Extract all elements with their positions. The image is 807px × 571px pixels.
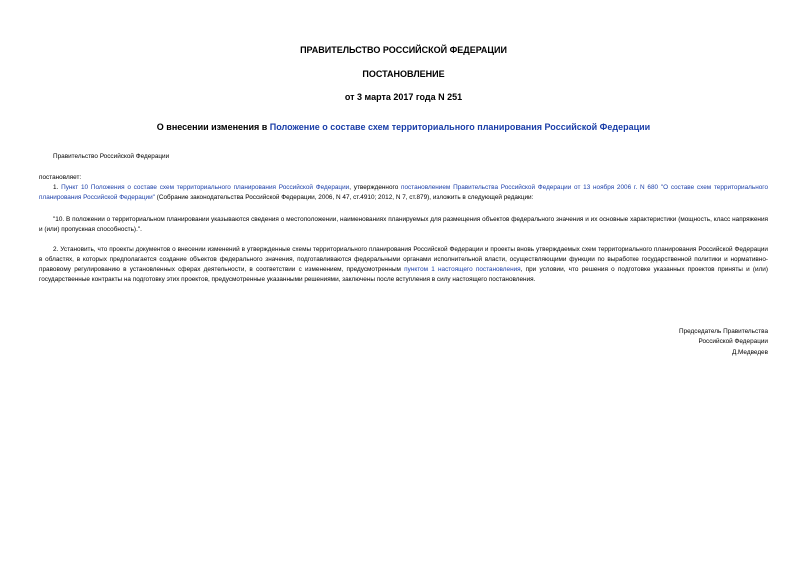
signature-org: Российской Федерации — [698, 338, 768, 345]
signature-name: Д.Медведев — [731, 349, 768, 356]
decides-line: постановляет: — [39, 174, 82, 181]
title-link[interactable]: Положение о составе схем территориального планирования Российской Федерации — [269, 122, 651, 132]
document-date-number: от 3 марта 2017 года N 251 — [344, 92, 463, 102]
title-prefix: О внесении изменения в — [156, 122, 270, 132]
item-2-text-b: , при условии, что решения о подготовке указанных проектов приняты и (или) государственные контракты на подготовку этих проектов, предусмотренные указанными решениями, заключены после вступления в силу настоящего постановления. — [39, 266, 769, 283]
signature-position: Председатель Правительства — [679, 328, 768, 335]
paragraph-item-2 — [39, 245, 768, 285]
item-1-text-a: , утвержденного — [349, 184, 402, 191]
quoted-new-wording: "10. В положении о территориальном планировании указываются сведения о местоположении, наименованиях планируемых для размещения объектов федерального значения и их основные характеристики (мощность, класс напряжения и (или) пропускная способность).". — [39, 216, 768, 233]
item-2-link-point-1[interactable]: пунктом 1 настоящего постановления — [404, 266, 521, 273]
document-type: ПОСТАНОВЛЕНИЕ — [362, 69, 445, 79]
paragraph-item-1 — [39, 183, 768, 203]
item-1-number: 1. — [53, 184, 62, 191]
government-line: Правительство Российской Федерации — [53, 153, 170, 160]
issuing-authority: ПРАВИТЕЛЬСТВО РОССИЙСКОЙ ФЕДЕРАЦИИ — [300, 45, 507, 55]
item-1-link-point-10[interactable]: Пункт 10 Положения о составе схем территориального планирования Российской Федерации — [61, 184, 350, 191]
document-title — [0, 121, 807, 133]
item-1-link-resolution-680[interactable]: постановлением Правительства Российской Федерации от 13 ноября 2006 г. N 680 "О составе схем территориального планирования Российской Федерации" — [39, 184, 769, 201]
item-2-text-a: 2. Установить, что проекты документов о внесении изменений в утвержденные схемы территориального планирования Российской Федерации и проекты вновь утверждаемых схем территориального планирования Российской Федерации в областях, в которых предполагается создание объектов федерального значения, подготавливаются федеральными органами исполнительной власти, осуществляющими функции по выработке государственной политики и нормативно-правовому регулированию в установленных сферах деятельности, в соответствии с изменением, предусмотренным — [39, 246, 768, 273]
item-1-text-b: (Собрание законодательства Российской Федерации, 2006, N 47, ст.4910; 2012, N 7, ст.879), изложить в следующей редакции: — [154, 194, 534, 201]
